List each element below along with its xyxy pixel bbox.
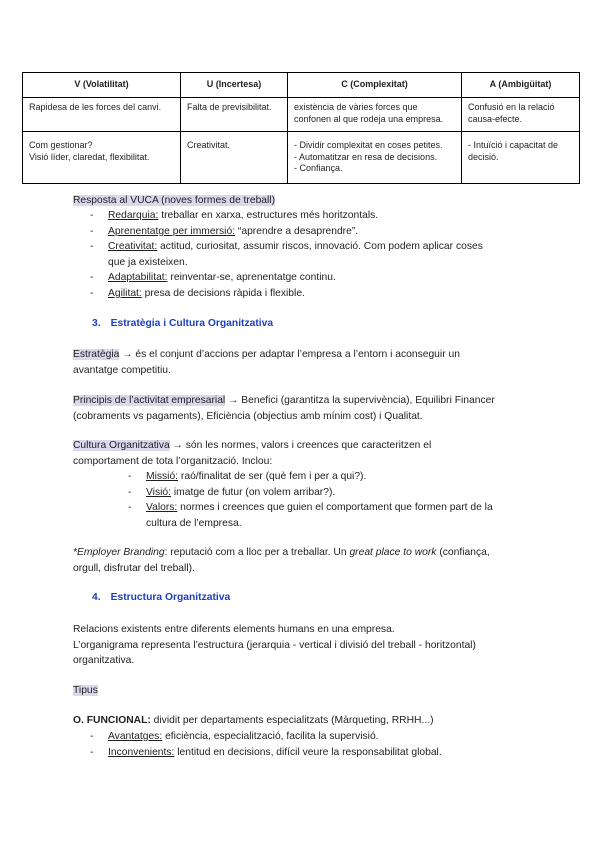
- header-complexitat: C (Complexitat): [288, 73, 462, 98]
- funcional-list: [90, 729, 442, 760]
- cell-v-management: Com gestionar? Visió líder, claredat, flexibilitat.: [23, 132, 181, 184]
- cell-a-definition: Confusió en la relació causa-efecte.: [462, 98, 580, 132]
- vuca-management-row: [23, 132, 580, 184]
- vuca-definition-row: [23, 98, 580, 132]
- cell-v-definition: Rapidesa de les forces del canvi.: [23, 98, 181, 132]
- list-item: - Redarquia: treballar en xarxa, estructures més horitzontals.: [90, 208, 483, 224]
- list-item: - Inconvenients: lentitud en decisions, difícil veure la responsabilitat global.: [90, 745, 442, 761]
- list-item: - Adaptabilitat: reinventar-se, aprenentatge continu.: [90, 270, 483, 286]
- list-item: - Missió: raó/finalitat de ser (què fem i per a qui?).: [128, 469, 493, 485]
- funcional-paragraph: O. FUNCIONAL: dividit per departaments especialitzats (Màrqueting, RRHH...): [73, 715, 434, 726]
- principis-paragraph: Principis de l’activitat empresarial → Benefici (garantitza la supervivència), Equilibri Financer (cobraments vs pagaments), Eficiència (objectius amb mínim cost) i Qualitat.: [73, 395, 495, 422]
- tipus-label: Tipus: [73, 685, 98, 696]
- cell-c-management: - Dividir complexitat en coses petites. - Automatitzar en resa de decisions. - Confiança.: [288, 132, 462, 184]
- list-item: - Creativitat: actitud, curiositat, assumir riscos, innovació. Com podem aplicar coses que ja existeixen.: [90, 239, 483, 270]
- list-item: - Valors: normes i creences que guien el comportament que formen part de la cultura de l’empresa.: [128, 500, 493, 531]
- list-item: - Visió: imatge de futur (on volem arribar?).: [128, 485, 493, 501]
- list-item: - Aprenentatge per immersió: “aprendre a desaprendre”.: [90, 224, 483, 240]
- header-volatilitat: V (Volatilitat): [23, 73, 181, 98]
- cell-u-management: Creativitat.: [181, 132, 288, 184]
- resposta-title: Resposta al VUCA (noves formes de treball): [73, 195, 276, 206]
- list-item: - Agilitat: presa de decisions ràpida i flexible.: [90, 286, 483, 302]
- cultura-paragraph: Cultura Organitzativa → són les normes, valors i creences que caracteritzen el comportament de tota l’organització. Inclou:: [73, 440, 432, 467]
- list-item: - Avantatges: eficiència, especialització, facilita la supervisió.: [90, 729, 442, 745]
- vuca-header-row: [23, 73, 580, 98]
- cultura-list: [128, 469, 493, 531]
- section-4-heading: 4. Estructura Organitzativa: [92, 592, 231, 603]
- estructura-paragraph: Relacions existents entre diferents elements humans en una empresa. L’organigrama representa l’estructura (jerarquia - vertical i divisió del treball - horitzontal) organitzativa.: [73, 624, 476, 666]
- resposta-list: [90, 208, 483, 301]
- vuca-table: [22, 72, 580, 184]
- cell-c-definition: existència de vàries forces que confonen al que rodeja una empresa.: [288, 98, 462, 132]
- cell-u-definition: Falta de previsibilitat.: [181, 98, 288, 132]
- estrategia-paragraph: Estratègia → és el conjunt d’accions per adaptar l’empresa a l’entorn i aconseguir un avantatge competitiu.: [73, 349, 460, 376]
- header-ambiguitat: A (Ambigüitat): [462, 73, 580, 98]
- employer-branding-paragraph: *Employer Branding: reputació com a lloc per a treballar. Un great place to work (confiança, orgull, disfrutar del treball).: [73, 547, 490, 574]
- cell-a-management: - Intuïció i capacitat de decisió.: [462, 132, 580, 184]
- header-incertesa: U (Incertesa): [181, 73, 288, 98]
- section-3-heading: 3. Estratègia i Cultura Organitzativa: [92, 318, 274, 329]
